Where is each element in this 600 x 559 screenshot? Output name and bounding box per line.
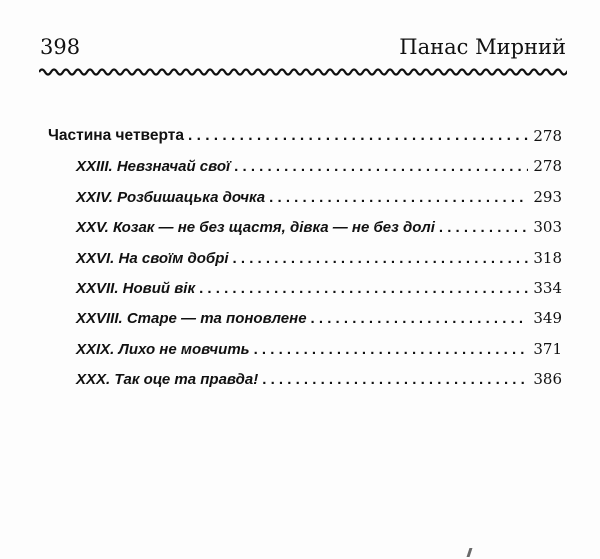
toc-chapter-page: 334 <box>533 278 562 297</box>
toc-chapter-entry <box>48 267 562 297</box>
wavy-rule-divider <box>39 66 567 78</box>
toc-chapter-title: XXIII. Невзначай свої <box>76 158 231 176</box>
toc-chapter-page: 293 <box>533 187 562 206</box>
toc-chapter-entry <box>48 327 562 357</box>
toc-chapter-title: XXIX. Лихо не мовчить <box>76 340 250 358</box>
toc-dot-leader <box>252 341 528 358</box>
toc-dot-leader <box>231 250 528 267</box>
toc-chapter-title: XXVII. Новий вік <box>76 279 196 297</box>
toc-part-page: 278 <box>533 127 562 145</box>
toc-dot-leader <box>267 189 528 206</box>
toc-chapter-title: XXIV. Розбишацька дочка <box>76 188 266 206</box>
toc-chapter-page: 371 <box>533 339 562 358</box>
print-speck <box>467 548 473 557</box>
toc-part-title: Частина четверта <box>48 127 184 144</box>
toc-dot-leader <box>309 310 528 327</box>
toc-dot-leader <box>437 219 528 236</box>
toc-chapter-page: 318 <box>533 248 562 267</box>
toc-chapter-entry <box>48 358 562 388</box>
toc-chapter-page: 303 <box>533 218 562 237</box>
running-head <box>40 32 566 62</box>
author-name: Панас Мирний <box>399 35 566 59</box>
toc-chapter-entry <box>48 206 562 236</box>
toc-chapter-title: XXV. Козак — не без щастя, дівка — не без долі <box>76 219 435 237</box>
toc-chapter-page: 278 <box>533 157 562 176</box>
toc-chapter-title: XXVI. На своїм добрі <box>76 249 229 267</box>
toc-chapter-title: XXX. Так оце та правда! <box>76 371 259 389</box>
toc-chapter-title: XXVIII. Старе — та поновлене <box>76 310 307 328</box>
toc-chapter-entry <box>48 297 562 327</box>
toc-dot-leader <box>232 158 528 175</box>
page-number: 398 <box>40 35 81 59</box>
toc-dot-leader <box>186 127 528 145</box>
toc-chapter-entry <box>48 236 562 266</box>
toc-dot-leader <box>197 280 528 297</box>
toc-chapter-entry <box>48 145 562 175</box>
toc-dot-leader <box>260 371 528 388</box>
toc-chapter-entry <box>48 175 562 205</box>
toc-chapter-page: 386 <box>533 370 562 389</box>
toc-chapter-page: 349 <box>533 309 562 328</box>
table-of-contents <box>48 116 562 388</box>
toc-part-entry <box>48 116 562 145</box>
